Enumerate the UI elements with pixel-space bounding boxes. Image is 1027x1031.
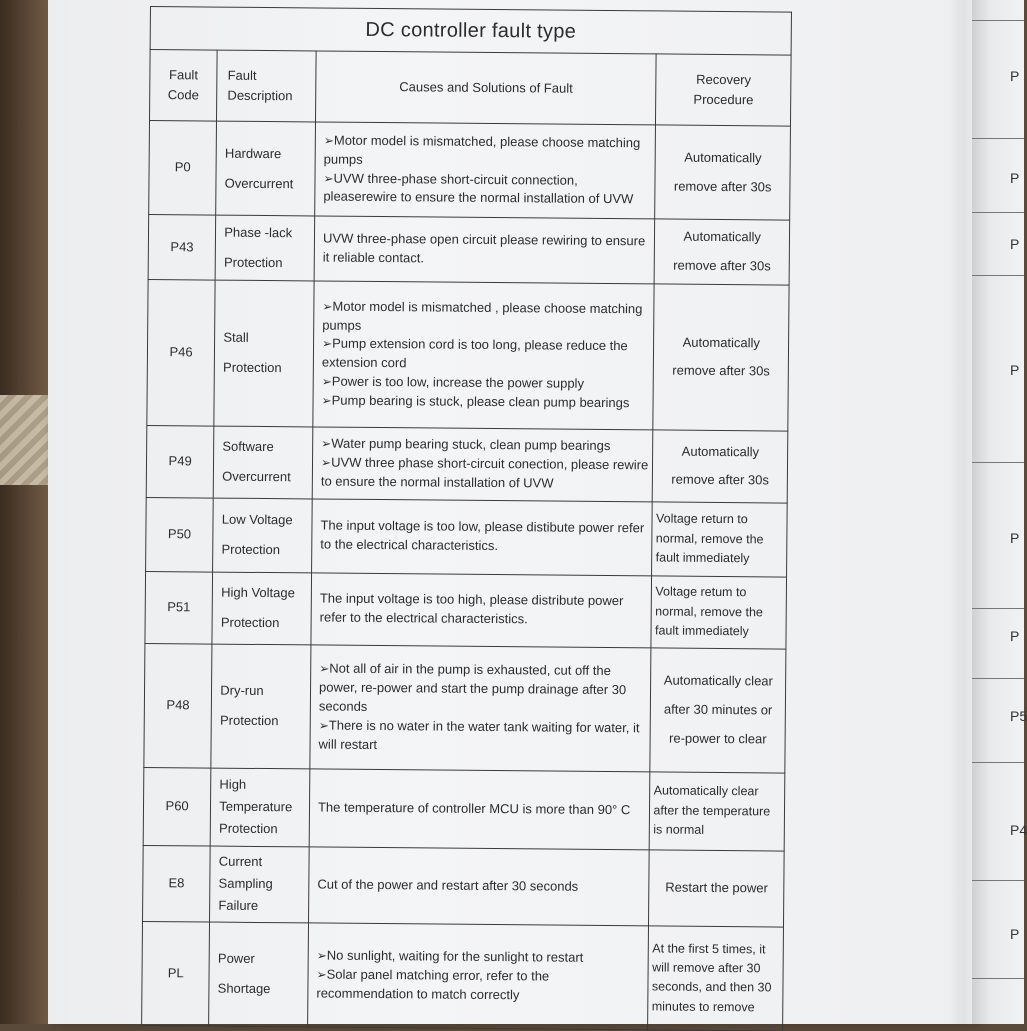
fault-code: E8: [143, 845, 211, 922]
adjacent-page-line: [972, 462, 1024, 463]
fault-description-line: Phase -lack: [224, 224, 293, 241]
recovery-line: Automatically: [682, 334, 761, 351]
header-line: Fault: [169, 67, 199, 83]
fault-description-line: Software: [222, 439, 274, 455]
fault-code: P50: [146, 497, 214, 572]
table-row: [145, 571, 787, 649]
adjacent-page-label: P: [1010, 628, 1020, 644]
fault-causes: [312, 427, 653, 502]
adjacent-page-label: P: [1010, 170, 1020, 186]
arrow-bullet-icon: [323, 170, 333, 185]
adjacent-page: [972, 0, 1027, 1024]
arrow-bullet-icon: [319, 661, 329, 676]
fault-description: [213, 498, 312, 573]
fault-description-line: Protection: [223, 254, 283, 271]
recovery-line: Automatically clear: [663, 672, 773, 689]
adjacent-page-line: [972, 678, 1024, 679]
fault-code: P0: [149, 121, 217, 216]
fault-description-line: Sampling: [218, 875, 273, 892]
table-row: [143, 845, 785, 927]
cause-text: Water pump bearing stuck, clean pump bearings: [331, 435, 611, 454]
adjacent-page-label: P4: [1010, 822, 1027, 838]
adjacent-page-label: P: [1010, 236, 1020, 252]
recovery-line: At the first 5 times, it will remove after 30 seconds, and then 30 minutes to remove: [651, 940, 772, 1014]
fault-causes: [308, 923, 649, 1030]
cause-text: The input voltage is too high, please distribute power refer to the electrical characteristics.: [319, 590, 624, 627]
fault-causes: [310, 645, 652, 772]
cause-text: The temperature of controller MCU is more than 90° C: [317, 799, 631, 818]
arrow-bullet-icon: [319, 717, 329, 732]
recovery-line: Automatically clear after the temperature is normal: [653, 783, 771, 837]
recovery-line: Restart the power: [665, 879, 768, 896]
fault-causes: [309, 847, 650, 926]
fault-description-line: Overcurrent: [224, 175, 294, 191]
fault-description-line: Protection: [220, 614, 280, 631]
fault-causes: [313, 281, 655, 430]
cause-text: Power is too low, increase the power supply: [331, 373, 585, 391]
fault-causes: [311, 573, 652, 648]
fault-description: [209, 922, 309, 1027]
table-row: [144, 643, 786, 773]
header-fault-description: [217, 50, 316, 122]
cause-item: [321, 391, 649, 413]
fault-description-line: Failure: [218, 897, 259, 914]
fault-description-line: Protection: [223, 359, 282, 376]
recovery-procedure: [655, 125, 790, 220]
table-row: [146, 497, 788, 577]
arrow-bullet-icon: [322, 298, 332, 313]
recovery-line: re-power to clear: [669, 730, 767, 746]
table-title: DC controller fault type: [150, 7, 791, 56]
table-row: [142, 921, 784, 1031]
fault-code: P43: [148, 214, 216, 279]
cause-item: [323, 169, 651, 210]
cause-text: Pump bearing is stuck, please clean pump bearings: [331, 392, 630, 411]
cause-item: [322, 335, 650, 376]
cause-text: Cut of the power and restart after 30 seconds: [317, 876, 579, 894]
header-line: Code: [167, 87, 199, 103]
header-causes: Causes and Solutions of Fault: [316, 51, 657, 125]
fault-description-line: Power: [217, 951, 255, 967]
adjacent-page-label: P5: [1010, 708, 1027, 724]
fault-code: P46: [147, 279, 216, 426]
fault-code: P48: [144, 643, 212, 768]
recovery-line: remove after 30s: [673, 178, 772, 194]
cause-item: [323, 230, 651, 271]
recovery-line: Automatically: [684, 149, 762, 166]
header-line: Procedure: [693, 91, 754, 108]
fault-description-line: Hardware: [224, 145, 282, 161]
cause-item: [317, 875, 645, 897]
recovery-line: remove after 30s: [671, 471, 769, 488]
cause-item: [318, 716, 646, 757]
fault-code: P51: [145, 571, 213, 644]
cause-text: Motor model is mismatched, please choose matching pumps: [323, 132, 641, 167]
cause-item: [318, 798, 646, 820]
fault-code: P49: [146, 425, 214, 498]
adjacent-page-line: [972, 880, 1024, 881]
fault-description-line: Protection: [219, 820, 278, 837]
header-fault-code: [150, 50, 218, 122]
table-row: [147, 279, 789, 431]
fault-description-line: Protection: [221, 541, 281, 558]
fault-table: [141, 6, 792, 1031]
cause-item: [322, 297, 650, 338]
recovery-line: after 30 minutes or: [663, 701, 773, 718]
fault-description-line: Low Voltage: [221, 512, 293, 528]
recovery-procedure: [648, 926, 783, 1031]
adjacent-page-label: P: [1010, 68, 1020, 84]
recovery-line: Voltage retum to normal, remove the fault immediately: [654, 584, 763, 639]
arrow-bullet-icon: [317, 948, 327, 963]
cause-text: Pump extension cord is too long, please reduce the extension cord: [321, 336, 628, 371]
fault-description: [214, 280, 314, 427]
table-row: [149, 121, 791, 221]
recovery-procedure: [649, 850, 784, 927]
recovery-procedure: [652, 502, 787, 577]
fault-description: [210, 768, 309, 847]
arrow-bullet-icon: [321, 436, 331, 451]
cause-text: Solar panel matching error, refer to the recommendation to match correctly: [316, 966, 550, 1002]
fault-description-line: Current: [218, 853, 263, 870]
recovery-line: Automatically: [681, 443, 760, 460]
fault-description: [210, 846, 309, 923]
fault-causes: [315, 122, 656, 219]
fault-description: [213, 426, 312, 499]
cause-text: There is no water in the water tank waiting for water, it will restart: [318, 717, 640, 752]
table-body: [142, 121, 791, 1031]
fault-causes: [312, 499, 653, 576]
recovery-line: Automatically: [683, 228, 761, 245]
fault-description-line: Overcurrent: [222, 468, 291, 485]
cause-text: No sunlight, waiting for the sunlight to restart: [326, 947, 584, 965]
cause-text: UVW three phase short-circuit conection, please rewire to ensure the normal installation of UVW: [320, 454, 649, 491]
cause-text: The input voltage is too low, please distibute power refer to the electrical characteristics.: [320, 517, 645, 554]
fault-code: PL: [142, 921, 210, 1026]
arrow-bullet-icon: [321, 454, 331, 469]
fault-description: [216, 121, 316, 216]
table-row: [143, 767, 785, 851]
fault-description-line: Dry-run: [220, 683, 264, 699]
cause-item: [320, 590, 648, 631]
arrow-bullet-icon: [322, 336, 332, 351]
recovery-procedure: [655, 219, 790, 285]
cause-item: [321, 453, 649, 494]
cause-item: [320, 517, 648, 558]
recovery-procedure: [653, 284, 789, 431]
cause-text: Motor model is mismatched , please choose matching pumps: [322, 298, 643, 333]
adjacent-page-label: P: [1010, 362, 1020, 378]
fault-description: [211, 644, 311, 769]
cause-item: [316, 965, 644, 1006]
header-line: Recovery: [696, 71, 752, 88]
adjacent-page-line: [972, 138, 1024, 139]
header-recovery: [656, 54, 791, 126]
fault-description: [215, 215, 314, 281]
adjacent-page-label: P: [1010, 926, 1020, 942]
table-header-row: [150, 50, 792, 127]
adjacent-page-line: [972, 762, 1024, 763]
recovery-line: Voltage return to normal, remove the fault immediately: [655, 511, 764, 566]
arrow-bullet-icon: [322, 374, 332, 389]
cause-item: [319, 660, 647, 719]
fault-description-line: High Voltage: [221, 585, 295, 601]
fault-description-line: Temperature: [219, 798, 293, 815]
header-line: Fault: [227, 67, 257, 83]
arrow-bullet-icon: [317, 966, 327, 981]
adjacent-page-label: P: [1010, 530, 1020, 546]
table-row: [148, 214, 790, 284]
cause-text: UVW three-phase open circuit please rewiring to ensure it reliable contact.: [322, 230, 646, 266]
fault-causes: [314, 216, 655, 284]
recovery-procedure: [653, 430, 788, 503]
cause-item: [324, 131, 652, 172]
table-row: [146, 425, 788, 503]
fault-description: [212, 572, 311, 645]
fault-description-line: High: [219, 776, 247, 793]
adjacent-page-line: [972, 20, 1024, 21]
fault-causes: [309, 769, 650, 850]
arrow-bullet-icon: [324, 132, 334, 147]
fault-code: P60: [143, 767, 211, 846]
fault-description-line: Protection: [219, 712, 279, 729]
recovery-procedure: [650, 772, 785, 851]
adjacent-page-line: [972, 212, 1024, 213]
recovery-line: remove after 30s: [673, 257, 771, 274]
recovery-procedure: [650, 648, 786, 773]
fault-description-line: Stall: [223, 330, 249, 346]
arrow-bullet-icon: [322, 392, 332, 407]
recovery-line: remove after 30s: [672, 362, 770, 379]
adjacent-page-line: [972, 275, 1024, 276]
fault-description-line: Shortage: [217, 980, 271, 997]
cause-text: Not all of air in the pump is exhausted, cut off the power, re-power and start the pump drainage after 30 seconds: [318, 660, 627, 714]
adjacent-page-line: [972, 978, 1024, 979]
header-line: Description: [227, 87, 293, 104]
cause-text: UVW three-phase short-circuit connection, pleaserewire to ensure the normal installation of UVW: [323, 170, 634, 207]
recovery-procedure: [651, 576, 786, 649]
adjacent-page-line: [972, 608, 1024, 609]
